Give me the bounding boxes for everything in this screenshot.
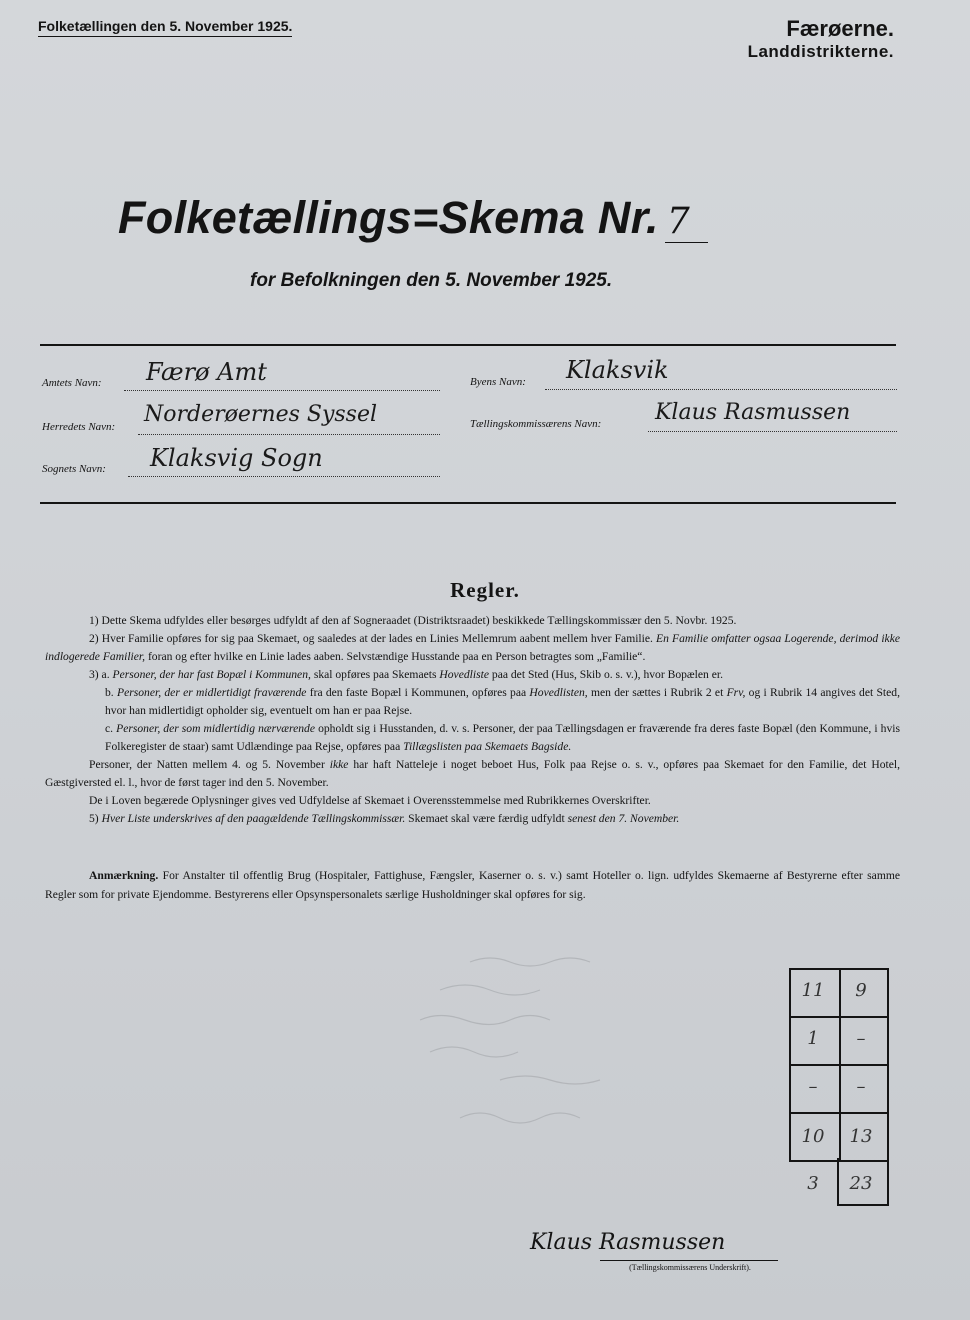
tally-row-divider — [791, 1112, 887, 1114]
form-subtitle: for Befolkningen den 5. November 1925. — [250, 270, 613, 291]
tally-cell: – — [856, 1076, 866, 1097]
tally-box — [789, 968, 885, 1206]
region-name: Færøerne. — [786, 16, 894, 41]
amt-value: Færø Amt — [146, 358, 267, 386]
rule-3b: b. Personer, der er midlertidigt fraværende fra den faste Bopæl i Kommunen, opføres paa Hovedlisten, men der sættes i Rubrik 2 et Frv, og i Rubrik 14 angives det Sted, hvor han midlertidigt opholder sig, eventuelt om han er paa Rejse. — [105, 686, 900, 717]
herred-line — [138, 434, 440, 435]
tally-cell: 10 — [801, 1126, 825, 1147]
form-title — [118, 192, 818, 244]
rules-text — [45, 612, 900, 828]
amt-line — [124, 390, 440, 391]
rule-3a: 3) a. Personer, der har fast Bopæl i Kommunen, skal opføres paa Skemaets Hovedliste paa det Sted (Hus, Skib o. s. v.), hvor Bopælen er. — [89, 668, 723, 681]
tally-row-divider — [791, 1064, 887, 1066]
form-number-handwritten: 7 — [665, 201, 708, 243]
herred-label: Herredets Navn: — [42, 421, 116, 433]
by-label: Byens Navn: — [470, 376, 526, 388]
signature-caption: (Tællingskommissærens Underskrift). — [629, 1263, 751, 1272]
tally-cell: – — [808, 1076, 818, 1097]
top-divider — [40, 344, 896, 346]
rule-1: 1) Dette Skema udfyldes eller besørges udfyldt af den af Sogneraadet (Distriktsraadet) beskikkede Tællingskommissær den 5. Novbr. 1925. — [89, 614, 737, 627]
remark-label: Anmærkning. — [89, 869, 159, 882]
kommissaer-line — [648, 431, 897, 432]
rules-heading: Regler. — [450, 578, 520, 602]
signature-line — [600, 1260, 778, 1261]
sogn-label: Sognets Navn: — [42, 463, 106, 475]
tally-row-divider — [791, 1016, 887, 1018]
sogn-value: Klaksvig Sogn — [150, 444, 323, 472]
tally-cell: 1 — [807, 1028, 819, 1049]
amt-label: Amtets Navn: — [42, 377, 102, 389]
tally-cell: 3 — [807, 1173, 819, 1194]
sogn-line — [128, 476, 440, 477]
rule-3c: c. Personer, der som midlertidig nærværende opholdt sig i Husstanden, d. v. s. Personer, der paa Tællingsdagen er fraværende fra deres faste Bopæl (den Kommune, i hvis Folkeregister de staar) samt Udlændinge paa Rejse, opføres paa Tillægslisten paa Skemaets Bagside. — [105, 722, 900, 753]
census-date-header: Folketællingen den 5. November 1925. — [38, 18, 292, 37]
remark-paragraph — [45, 866, 900, 904]
remark-text: For Anstalter til offentlig Brug (Hospitaler, Fattighuse, Fængsler, Kaserner o. s. v.) samt Hoteller o. lign. udfyldes Skemaerne af Bestyrerne efter samme Regler som for private Ejendomme. Bestyrerens eller Opsynspersonalets særlige Husholdninger skal opføres for sig. — [45, 869, 900, 901]
rule-3d: Personer, der Natten mellem 4. og 5. November ikke har haft Natteleje i noget beboet Hus, Folk paa Rejse o. s. v., opføres paa Skemaet for den Familie, det Hotel, Gæstgiversted el. l., hvor de først tager ind den 5. November. — [45, 758, 900, 789]
rule-4: De i Loven begærede Oplysninger gives ved Udfyldelse af Skemaet i Overensstemmelse med Rubrikkernes Overskrifter. — [89, 794, 651, 807]
district-name: Landdistrikterne. — [747, 42, 894, 61]
kommissaer-label: Tællingskommissærens Navn: — [470, 418, 602, 430]
signature: Klaus Rasmussen — [530, 1230, 726, 1255]
rule-2: 2) Hver Familie opføres for sig paa Skemaet, og saaledes at der lades en Linies Mellemrum aabent mellem hver Familie. En Familie omfatter ogsaa Logerende, derimod ikke indlogerede Familier, foran og efter hvilke en Linie lades aaben. Selvstændige Husstande paa en Person betragtes som „Familie“. — [45, 632, 900, 663]
by-value: Klaksvik — [566, 356, 669, 384]
bottom-divider — [40, 502, 896, 504]
form-title-text: Folketællings=Skema Nr. — [118, 192, 659, 243]
tally-cell: 23 — [849, 1173, 873, 1194]
tally-cell: – — [856, 1028, 866, 1049]
kommissaer-value: Klaus Rasmussen — [655, 400, 851, 425]
tally-cell: 9 — [855, 980, 867, 1001]
herred-value: Norderøernes Syssel — [144, 402, 378, 427]
rule-5: 5) Hver Liste underskrives af den paagældende Tællingskommissær. Skemaet skal være færdig udfyldt senest den 7. November. — [89, 812, 680, 825]
tally-cell: 11 — [801, 980, 825, 1001]
tally-cell: 13 — [849, 1126, 873, 1147]
by-line — [545, 389, 897, 390]
region-header — [748, 16, 894, 62]
bleed-through-marks — [380, 950, 740, 1170]
